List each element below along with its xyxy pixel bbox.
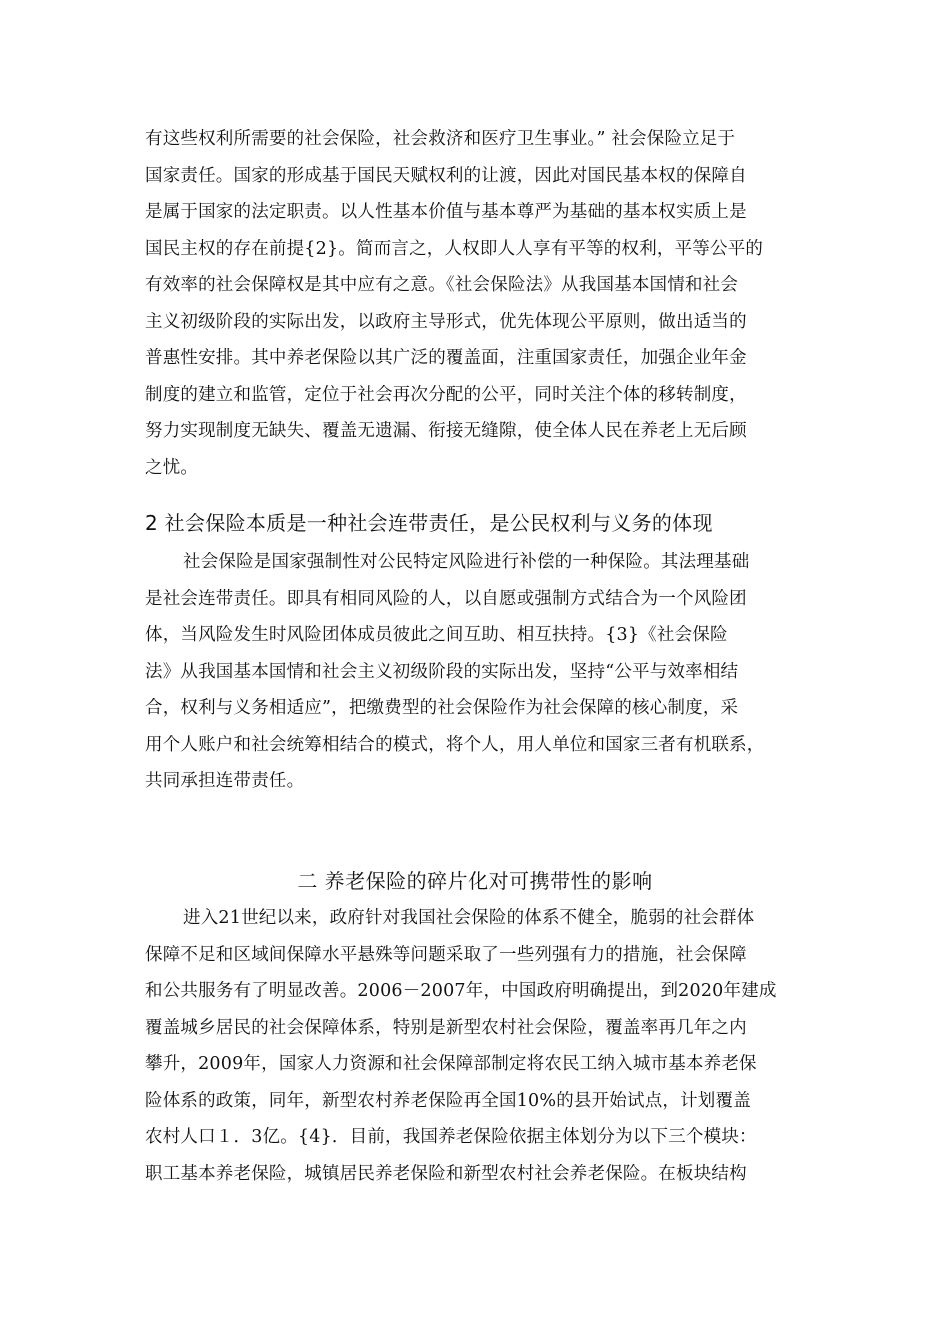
text-line: 是社会连带责任。即具有相同风险的人，以自愿或强制方式结合为一个风险团 bbox=[145, 588, 747, 609]
text-line: 用个人账户和社会统筹相结合的模式，将个人，用人单位和国家三者有机联系， bbox=[145, 734, 765, 755]
text-line: 努力实现制度无缺失、覆盖无遗漏、衔接无缝隙，使全体人民在养老上无后顾 bbox=[145, 421, 747, 441]
subsection-heading: 2 社会保险本质是一种社会连带责任，是公民权利与义务的体现 bbox=[145, 511, 713, 535]
text-line: 有这些权利所需要的社会保险，社会救济和医疗卫生事业。” 社会保险立足于 bbox=[145, 129, 736, 149]
text-line: 有效率的社会保障权是其中应有之意。《社会保险法》从我国基本国情和社会 bbox=[145, 275, 739, 295]
text-line: 社会保险是国家强制性对公民特定风险进行补偿的一种保险。其法理基础 bbox=[183, 552, 750, 572]
text-line: 覆盖城乡居民的社会保障体系，特别是新型农村社会保险，覆盖率再几年之内 bbox=[145, 1017, 747, 1038]
text-line: 职工基本养老保险，城镇居民养老保险和新型农村社会养老保险。在板块结构 bbox=[145, 1163, 747, 1184]
text-line: 合，权利与义务相适应”，把缴费型的社会保险作为社会保障的核心制度，采 bbox=[145, 698, 739, 718]
text-line: 制度的建立和监管，定位于社会再次分配的公平，同时关注个体的移转制度， bbox=[145, 384, 747, 405]
section-title: 二 养老保险的碎片化对可携带性的影响 bbox=[297, 869, 653, 893]
text-line: 保障不足和区域间保障水平悬殊等问题采取了一些列强有力的措施，社会保障 bbox=[145, 944, 747, 965]
text-line: 国家责任。国家的形成基于国民天赋权利的让渡，因此对国民基本权的保障自 bbox=[145, 165, 747, 186]
text-line: 共同承担连带责任。 bbox=[145, 771, 305, 791]
text-line: 进入21世纪以来，政府针对我国社会保险的体系不健全，脆弱的社会群体 bbox=[183, 908, 755, 928]
paragraph-2 bbox=[145, 544, 810, 800]
paragraph-1 bbox=[145, 121, 810, 486]
text-line: 体，当风险发生时风险团体成员彼此之间互助、相互扶持。{3}《社会保险 bbox=[145, 625, 728, 645]
text-line: 险体系的政策，同年，新型农村养老保险再全国10%的县开始试点，计划覆盖 bbox=[145, 1090, 751, 1111]
text-line: 法》从我国基本国情和社会主义初级阶段的实际出发，坚持“公平与效率相结 bbox=[145, 661, 739, 682]
text-line: 和公共服务有了明显改善。2006－2007年，中国政府明确提出，到2020年建成 bbox=[145, 981, 777, 1001]
paragraph-3 bbox=[145, 900, 810, 1192]
text-line: 国民主权的存在前提{2}。简而言之，人权即人人享有平等的权利，平等公平的 bbox=[145, 238, 764, 259]
text-line: 是属于国家的法定职责。以人性基本价值与基本尊严为基础的基本权实质上是 bbox=[145, 202, 747, 222]
text-line: 农村人口１．3亿。{4}．目前，我国养老保险依据主体划分为以下三个模块： bbox=[145, 1127, 757, 1147]
text-line: 攀升，2009年，国家人力资源和社会保障部制定将农民工纳入城市基本养老保 bbox=[145, 1054, 757, 1074]
text-line: 普惠性安排。其中养老保险以其广泛的覆盖面，注重国家责任，加强企业年金 bbox=[145, 348, 747, 368]
text-line: 之忧。 bbox=[145, 457, 199, 478]
text-line: 主义初级阶段的实际出发，以政府主导形式，优先体现公平原则，做出适当的 bbox=[145, 311, 747, 332]
